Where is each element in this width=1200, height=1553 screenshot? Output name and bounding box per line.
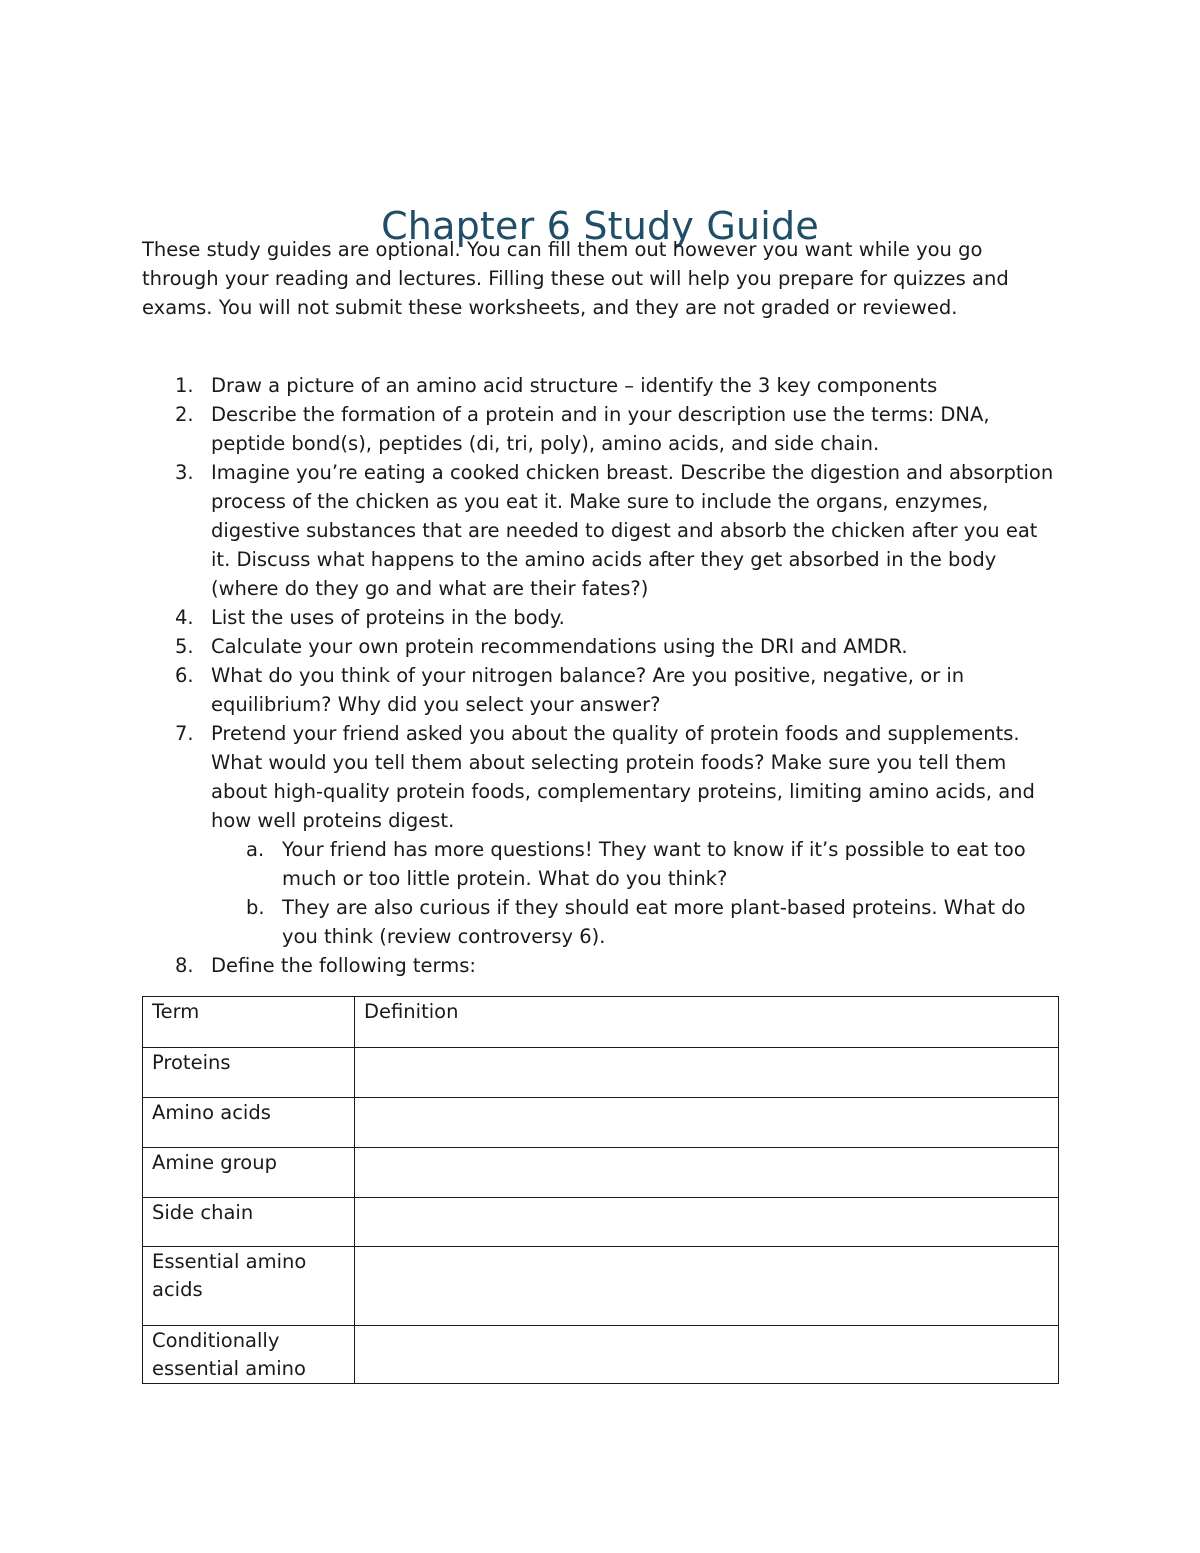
- question-item: [142, 603, 1058, 632]
- question-text: Pretend your friend asked you about the quality of protein foods and supplements. What would you tell them about selecting protein foods? Make sure you tell them about high-quality protein foods, complementary proteins, limiting amino acids, and how well proteins digest.: [211, 722, 1035, 832]
- question-list: [142, 371, 1058, 980]
- question-item: [142, 632, 1058, 661]
- sub-question-list: [211, 835, 1058, 951]
- term-cell: Side chain: [143, 1198, 355, 1247]
- header-term-cell: Term: [143, 997, 355, 1048]
- table-row: [143, 1326, 1059, 1384]
- question-text: Calculate your own protein recommendations using the DRI and AMDR.: [211, 635, 908, 658]
- term-cell: Essential amino acids: [143, 1247, 355, 1326]
- question-number: 3.: [175, 461, 194, 484]
- question-number: 7.: [175, 722, 194, 745]
- question-text: Describe the formation of a protein and in your description use the terms: DNA, peptide bond(s), peptides (di, tri, poly), amino acids, and side chain.: [211, 403, 990, 455]
- definition-cell[interactable]: [355, 1247, 1059, 1326]
- question-number: 5.: [175, 635, 194, 658]
- term-cell: Amino acids: [143, 1098, 355, 1148]
- question-text: Draw a picture of an amino acid structure – identify the 3 key components: [211, 374, 938, 397]
- definition-cell[interactable]: [355, 1098, 1059, 1148]
- table-header-row: [143, 997, 1059, 1048]
- table-row: [143, 1198, 1059, 1247]
- question-number: 4.: [175, 606, 194, 629]
- question-text: Define the following terms:: [211, 954, 476, 977]
- question-number: 2.: [175, 403, 194, 426]
- table-row: [143, 1148, 1059, 1198]
- question-number: 1.: [175, 374, 194, 397]
- page-title: Chapter 6 Study Guide: [381, 204, 819, 249]
- question-number: 6.: [175, 664, 194, 687]
- sub-question-item: [211, 893, 1058, 951]
- question-item: [142, 719, 1058, 951]
- definition-cell[interactable]: [355, 1148, 1059, 1198]
- table-row: [143, 1098, 1059, 1148]
- sub-question-item: [211, 835, 1058, 893]
- term-cell: Conditionally essential amino: [143, 1326, 355, 1384]
- question-item: [142, 371, 1058, 400]
- term-cell: Amine group: [143, 1148, 355, 1198]
- table-row: [143, 1048, 1059, 1098]
- term-cell: Proteins: [143, 1048, 355, 1098]
- sub-question-text: They are also curious if they should eat more plant-based proteins. What do you think (review controversy 6).: [282, 896, 1026, 948]
- definition-cell[interactable]: [355, 1326, 1059, 1384]
- question-text: What do you think of your nitrogen balance? Are you positive, negative, or in equilibrium? Why did you select your answer?: [211, 664, 965, 716]
- sub-question-letter: a.: [246, 838, 265, 861]
- sub-question-letter: b.: [246, 896, 265, 919]
- intro-paragraph: These study guides are optional. You can fill them out however you want while you go through your reading and lectures. Filling these out will help you prepare for quizzes and exams. You will not submit these worksheets, and they are not graded or reviewed.: [142, 238, 1009, 319]
- question-item: [142, 400, 1058, 458]
- terms-table: [142, 996, 1059, 1384]
- definition-cell[interactable]: [355, 1048, 1059, 1098]
- sub-question-text: Your friend has more questions! They want to know if it’s possible to eat too much or too little protein. What do you think?: [282, 838, 1026, 890]
- header-definition-cell: Definition: [355, 997, 1059, 1048]
- question-text: List the uses of proteins in the body.: [211, 606, 565, 629]
- definition-cell[interactable]: [355, 1198, 1059, 1247]
- question-text: Imagine you’re eating a cooked chicken breast. Describe the digestion and absorption process of the chicken as you eat it. Make sure to include the organs, enzymes, digestive substances that are needed to digest and absorb the chicken after you eat it. Discuss what happens to the amino acids after they get absorbed in the body (where do they go and what are their fates?): [211, 461, 1054, 600]
- question-item: [142, 951, 1058, 980]
- question-item: [142, 661, 1058, 719]
- question-item: [142, 458, 1058, 603]
- question-number: 8.: [175, 954, 194, 977]
- table-row: [143, 1247, 1059, 1326]
